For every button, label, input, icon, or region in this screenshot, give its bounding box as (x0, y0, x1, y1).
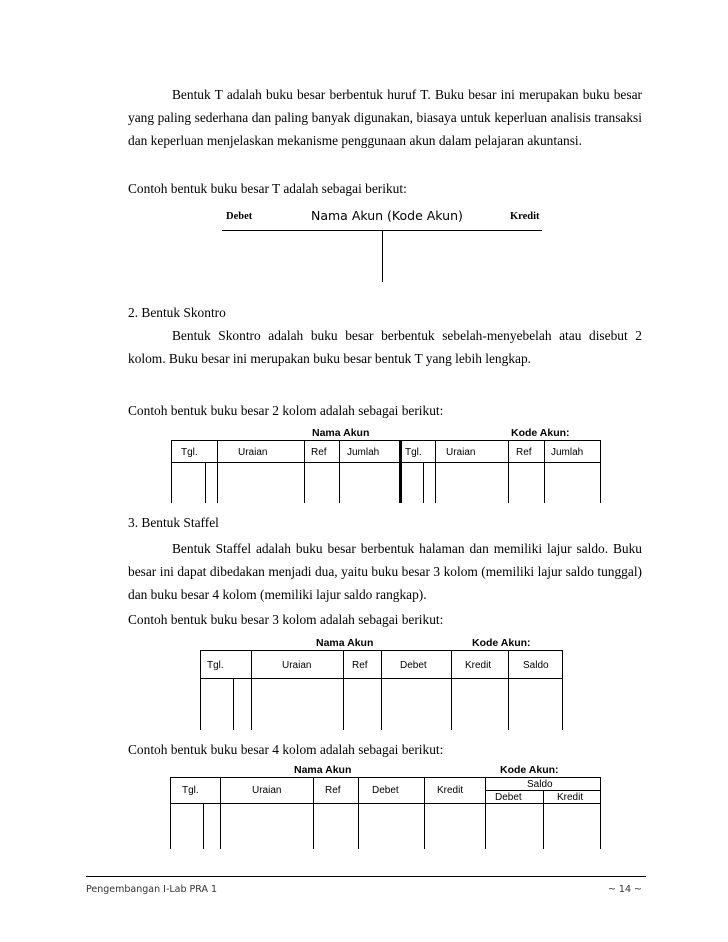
table4-col-header: Kredit (437, 785, 464, 796)
t-account-title: Nama Akun (Kode Akun) (311, 208, 463, 223)
table4-nama-akun: Nama Akun (294, 764, 352, 776)
table4-col-line (600, 777, 601, 849)
table4-col-line (358, 777, 359, 849)
skontro-col-line (304, 440, 305, 503)
table3-col-header: Uraian (282, 660, 312, 671)
table3-col-header: Tgl. (207, 660, 224, 671)
skontro-col-header: Uraian (238, 447, 268, 458)
table4-saldo-header: Saldo (527, 779, 553, 790)
skontro-col-line (217, 440, 218, 503)
table3-col-line (562, 650, 563, 730)
skontro-col-line (600, 440, 601, 503)
skontro-header-line (171, 462, 601, 463)
skontro-col-line (423, 462, 424, 503)
skontro-col-header: Tgl. (181, 447, 198, 458)
skontro-center-divider (399, 440, 402, 503)
staffel-4col-caption: Contoh bentuk buku besar 4 kolom adalah sebagai berikut: (128, 742, 444, 757)
table3-col-line (200, 650, 201, 730)
table3-kode-akun: Kode Akun: (472, 637, 531, 649)
skontro-example-caption: Contoh bentuk buku besar 2 kolom adalah sebagai berikut: (128, 403, 444, 418)
footer-rule (86, 876, 646, 877)
staffel-paragraph: Bentuk Staffel adalah buku besar berbentuk halaman dan memiliki lajur saldo. Buku besar ini dapat dibedakan menjadi dua, yaitu buku besar 3 kolom (memiliki lajur saldo tunggal) dan buku besar 4 kolom (memiliki lajur saldo rangkap). (128, 541, 642, 602)
table3-col-line (233, 678, 234, 730)
table4-saldo-sub-header: Kredit (557, 792, 584, 803)
skontro-col-header: Tgl. (405, 447, 422, 458)
t-debet-label: Debet (226, 211, 253, 222)
skontro-paragraph: Bentuk Skontro adalah buku besar berbentuk sebelah-menyebelah atau disebut 2 kolom. Buku besar ini merupakan buku besar bentuk T yang lebih lengkap. (128, 328, 642, 366)
table4-col-header: Ref (325, 785, 341, 796)
footer-left-text: Pengembangan I-Lab PRA 1 (86, 884, 218, 895)
table4-top-line (170, 777, 600, 778)
table4-kode-akun: Kode Akun: (500, 764, 559, 776)
skontro-col-line (435, 440, 436, 503)
table3-col-line (251, 650, 252, 730)
skontro-col-header: Jumlah (347, 447, 380, 458)
table4-col-line (313, 777, 314, 849)
footer-page-number: ~ 14 ~ (607, 884, 642, 895)
t-kredit-label: Kredit (510, 211, 540, 222)
table3-col-line (381, 650, 382, 730)
table3-col-header: Kredit (465, 660, 492, 671)
skontro-nama-akun: Nama Akun (312, 427, 370, 439)
table4-col-header: Debet (372, 785, 399, 796)
skontro-col-line (508, 440, 509, 503)
skontro-col-line (205, 462, 206, 503)
table4-col-line (543, 790, 544, 849)
skontro-kode-akun: Kode Akun: (511, 427, 570, 439)
table4-header-line (170, 803, 600, 804)
skontro-col-header: Uraian (446, 447, 476, 458)
skontro-col-line (339, 440, 340, 503)
table4-col-line (220, 777, 221, 849)
table4-col-header: Tgl. (182, 785, 199, 796)
intro-paragraph: Bentuk T adalah buku besar berbentuk huruf T. Buku besar ini merupakan buku besar yang paling sederhana dan paling banyak digunakan, biasaya untuk keperluan analisis transaksi dan keperluan menjelaskan mekanisme penggunaan akun dalam pelajaran akuntansi. (128, 87, 642, 148)
table4-col-line (170, 777, 171, 849)
table4-col-line (485, 777, 486, 849)
table3-col-line (508, 650, 509, 730)
table4-col-line (203, 803, 204, 849)
table4-col-line (424, 777, 425, 849)
staffel-3col-caption: Contoh bentuk buku besar 3 kolom adalah sebagai berikut: (128, 612, 444, 627)
table3-col-line (451, 650, 452, 730)
t-vertical-line (382, 230, 383, 282)
t-example-caption: Contoh bentuk buku besar T adalah sebagai berikut: (128, 181, 407, 196)
skontro-top-line (171, 440, 601, 441)
skontro-col-line (171, 440, 172, 503)
table3-col-line (343, 650, 344, 730)
table3-nama-akun: Nama Akun (316, 637, 374, 649)
skontro-col-header: Ref (516, 447, 532, 458)
skontro-col-header: Jumlah (551, 447, 584, 458)
table3-col-header: Ref (352, 660, 368, 671)
staffel-heading: 3. Bentuk Staffel (128, 515, 219, 530)
table3-col-header: Saldo (523, 660, 549, 671)
table3-col-header: Debet (400, 660, 427, 671)
table4-saldo-sub-header: Debet (495, 792, 522, 803)
skontro-col-header: Ref (311, 447, 327, 458)
table4-col-header: Uraian (252, 785, 282, 796)
skontro-heading: 2. Bentuk Skontro (128, 305, 226, 320)
skontro-col-line (544, 440, 545, 503)
